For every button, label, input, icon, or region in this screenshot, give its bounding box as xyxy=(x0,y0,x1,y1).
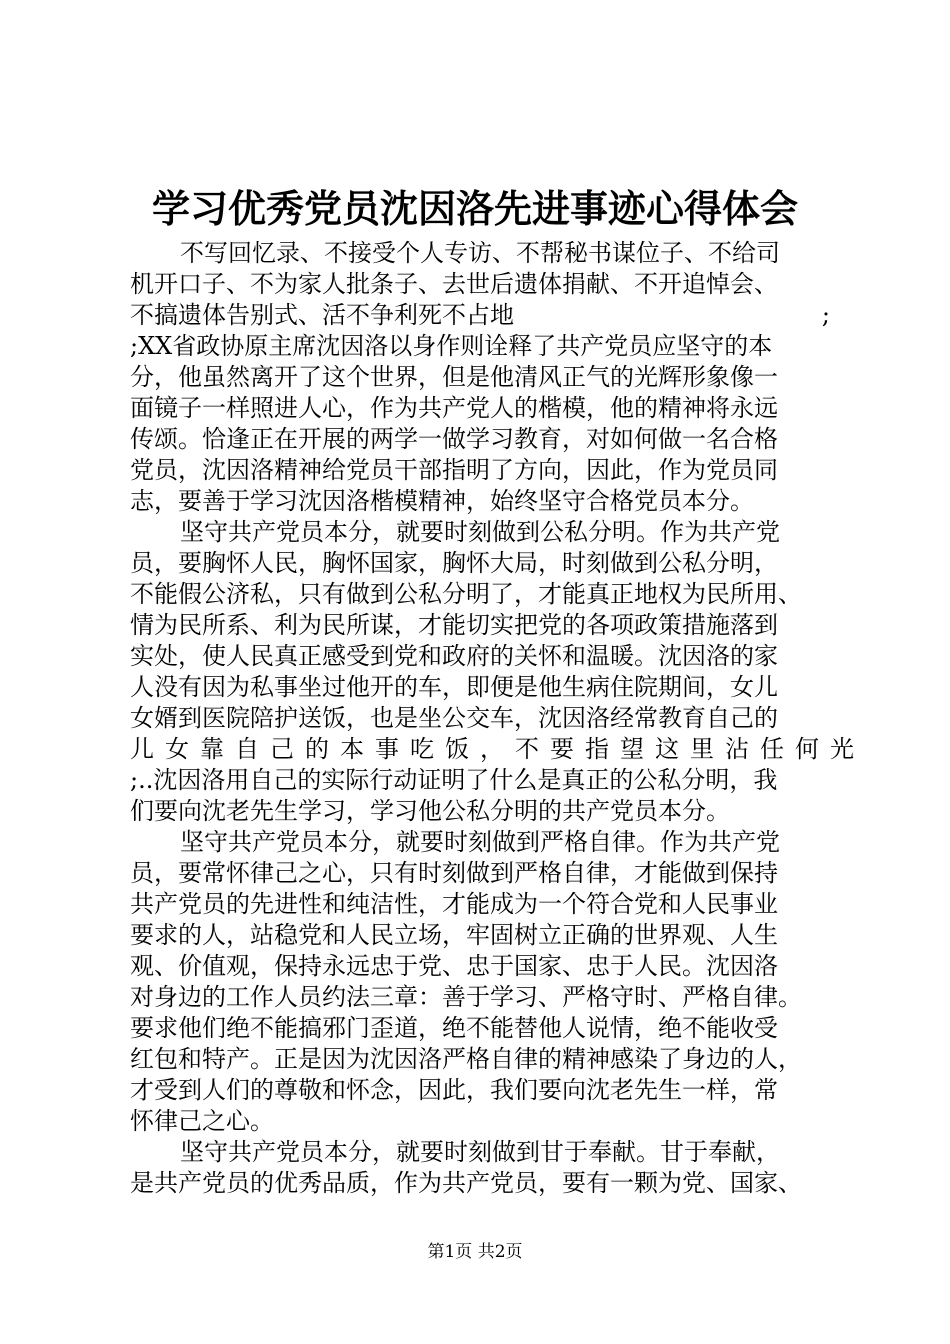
text-line: 儿女靠自己的本事吃饭，不要指望这里沾任何光 xyxy=(130,735,865,763)
text-line: 要求的人，站稳党和人民立场，牢固树立正确的世界观、人生 xyxy=(130,921,778,949)
text-line: 观、价值观，保持永远忠于党、忠于国家、忠于人民。沈因洛 xyxy=(130,952,778,980)
text-line-end: ; xyxy=(821,301,830,329)
text-line: 情为民所系、利为民所谋，才能切实把党的各项政策措施落到 xyxy=(130,611,778,639)
text-line: ;XX省政协原主席沈因洛以身作则诠释了共产党员应坚守的本 xyxy=(130,332,773,360)
text-line: 是共产党员的优秀品质，作为共产党员，要有一颗为党、国家、 xyxy=(130,1169,802,1197)
text-line: 分，他虽然离开了这个世界，但是他清风正气的光辉形象像一 xyxy=(130,363,778,391)
document-title: 学习优秀党员沈因洛先进事迹心得体会 xyxy=(151,186,798,231)
text-line: 们要向沈老先生学习，学习他公私分明的共产党员本分。 xyxy=(130,797,730,825)
document-body xyxy=(130,238,865,1199)
text-line: 实处，使人民真正感受到党和政府的关怀和温暖。沈因洛的家 xyxy=(130,642,778,670)
text-line: 人没有因为私事坐过他开的车，即便是他生病住院期间，女儿 xyxy=(130,673,778,701)
text-line: 怀律己之心。 xyxy=(130,1107,274,1135)
text-line: 员，要常怀律己之心，只有时刻做到严格自律，才能做到保持 xyxy=(130,859,778,887)
text-line: 才受到人们的尊敬和怀念，因此，我们要向沈老先生一样，常 xyxy=(130,1076,778,1104)
text-line: 员，要胸怀人民，胸怀国家，胸怀大局，时刻做到公私分明， xyxy=(130,549,778,577)
page-number: 第1页 共2页 xyxy=(427,1242,523,1262)
text-line: 面镜子一样照进人心，作为共产党人的楷模，他的精神将永远 xyxy=(130,394,778,422)
text-line: 红包和特产。正是因为沈因洛严格自律的精神感染了身边的人， xyxy=(130,1045,802,1073)
text-line: 坚守共产党员本分，就要时刻做到严格自律。作为共产党 xyxy=(180,828,780,856)
text-line-content: 不搞遗体告别式、活不争利死不占地 xyxy=(130,301,514,329)
text-line: 传颂。恰逢正在开展的两学一做学习教育，对如何做一名合格 xyxy=(130,425,778,453)
text-line: 要求他们绝不能搞邪门歪道，绝不能替他人说情，绝不能收受 xyxy=(130,1014,778,1042)
text-line: 党员，沈因洛精神给党员干部指明了方向，因此，作为党员同 xyxy=(130,456,778,484)
text-line xyxy=(130,269,830,300)
text-line: 志，要善于学习沈因洛楷模精神，始终坚守合格党员本分。 xyxy=(130,487,754,515)
text-line: ;..沈因洛用自己的实际行动证明了什么是真正的公私分明，我 xyxy=(130,766,778,794)
text-line: 坚守共产党员本分，就要时刻做到甘于奉献。甘于奉献， xyxy=(180,1138,780,1166)
text-line: 共产党员的先进性和纯洁性，才能成为一个符合党和人民事业 xyxy=(130,890,778,918)
text-line: 坚守共产党员本分，就要时刻做到公私分明。作为共产党 xyxy=(180,518,780,546)
text-line xyxy=(130,300,830,331)
text-line: 不能假公济私，只有做到公私分明了，才能真正地权为民所用、 xyxy=(130,580,802,608)
text-line: 女婿到医院陪护送饭，也是坐公交车，沈因洛经常教育自己的 xyxy=(130,704,778,732)
text-line: 对身边的工作人员约法三章：善于学习、严格守时、严格自律。 xyxy=(130,983,802,1011)
text-line: 不写回忆录、不接受个人专访、不帮秘书谋位子、不给司 xyxy=(180,239,780,267)
text-line-content: 机开口子、不为家人批条子、去世后遗体捐献、不开追悼会、 xyxy=(130,270,778,298)
